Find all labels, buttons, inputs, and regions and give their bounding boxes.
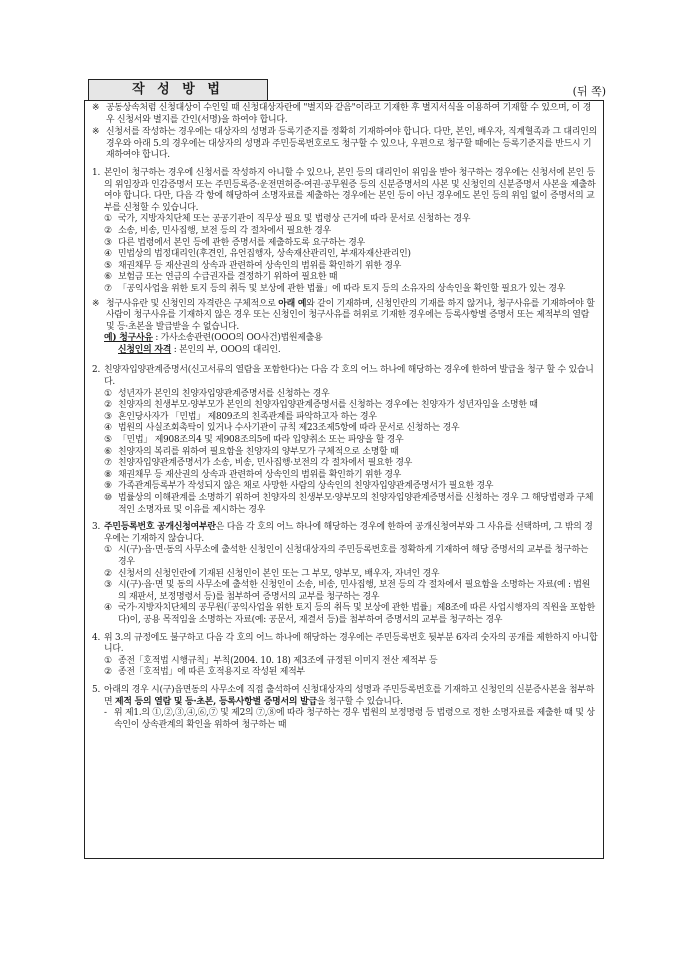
list-item	[104, 656, 598, 668]
item-mark: ⑦	[104, 283, 112, 294]
note-mark: ※	[92, 127, 100, 138]
item-text: 가족관계등록부가 작성되지 않은 채로 사망한 사람의 상속인의 친양자입양관계증명서가 필요한 경우	[118, 481, 494, 492]
page-title: 작 성 방 법	[88, 79, 268, 101]
example-text: : 본인의 부, OOO의 대리인.	[173, 344, 281, 355]
example-label: 신청인의 자격	[118, 344, 172, 355]
item-text: 「공익사업을 위한 토지 등의 취득 및 보상에 관한 법률」에 따라 토지 등의 소유자의 상속인을 확인할 필요가 있는 경우	[118, 283, 566, 294]
section-1	[92, 168, 598, 214]
note-mark: ※	[92, 298, 100, 309]
item-text: 시(구)·읍·면 및 동의 사무소에 출석한 신청인이 소송, 비송, 민사집행, 보전 등의 각 절차에서 필요함을 소명하는 자료(예 : 법원의 재판서, 보정명령서 등)를 첨부하여 증명서의 교부를 청구하는 경우	[118, 580, 591, 602]
section-number: 2.	[92, 365, 101, 376]
item-text: 법률상의 이해관계를 소명하기 위하여 친양자의 친생부모·양부모의 친양자입양관계증명서를 신청하는 경우 그 해당법령과 구체적인 소명자료 및 이유를 제시하는 경우	[118, 493, 594, 515]
item-text: 혼인당사자가 「민법」 제809조의 친족관계를 파악하고자 하는 경우	[118, 411, 377, 422]
list-item	[104, 470, 598, 482]
item-mark: ④	[104, 249, 112, 260]
item-mark: ③	[104, 580, 112, 591]
item-mark: ⑤	[104, 260, 112, 271]
item-text: 보험금 또는 연금의 수급권자를 결정하기 위하여 필요한 때	[118, 272, 338, 283]
section-5	[92, 685, 598, 708]
item-text: 시(구)·읍·면·동의 사무소에 출석한 신청인이 신청대상자의 주민등록번호를 정확하게 기재하여 해당 증명서의 교부를 청구하는 경우	[118, 545, 589, 567]
section-text	[104, 522, 598, 545]
section-text: 본인이 청구하는 경우에 신청서를 작성하지 아니할 수 있으나, 본인 등의 대리인이 위임을 받아 청구하는 경우에는 신청서에 본인 등의 위임장과 인감증명서 또는 주민등록증·운전면허증·여권·공무원증 등의 신분증명서의 사본 및 신청인의 신분증명서 사본을 제출하여야 합니다. 다만, 다음 각 항에 해당하여 소명자료를 제출하는 경우에는 본인 등이 아닌 경우에도 본인 등의 위임 없이 증명서의 교부를 신청할 수 있습니다.	[104, 167, 596, 213]
list-item	[104, 249, 598, 261]
section-text-rest: 은 다음 각 호의 어느 하나에 해당하는 경우에 한하여 공개신청여부와 그 사유를 선택하며, 그 밖의 경우에는 기재하지 않습니다.	[104, 522, 593, 544]
list-item	[104, 400, 598, 412]
item-mark: ②	[104, 400, 112, 411]
section-2	[92, 365, 598, 388]
example-applicant-qualification	[118, 345, 598, 357]
item-text: 신청서의 신청인란에 기재된 신청인이 본인 또는 그 부모, 양부모, 배우자, 자녀인 경우	[118, 568, 440, 579]
item-text: 친양자의 복리를 위하여 필요함을 친양자의 양부모가 구체적으로 소명할 때	[118, 446, 399, 457]
note-text-post: 와 같이 기재하며, 신청인란의 기재를 하지 않거나, 청구사유를 기재하여야 할 사람이 청구사유를 기재하지 않은 경우 또는 신청인이 청구사유를 허위로 기재한 경우에는 등록사항별 증명서 또는 제적부의 열람 및 등·초본을 발급받을 수 없습니다.	[106, 298, 595, 332]
item-text: 채권채무 등 재산권의 상속과 관련하여 상속인의 범위를 확인하기 위한 경우	[118, 469, 402, 480]
item-mark: ⑧	[104, 469, 112, 480]
example-request-reason	[104, 333, 598, 345]
list-item	[104, 435, 598, 447]
item-mark: ⑨	[104, 481, 112, 492]
list-item	[104, 214, 598, 226]
item-mark: ④	[104, 603, 112, 614]
section-text-pre: 아래의 경우 시(구)읍면동의 사무소에 직접 출석하여 신청대상자의 성명과 주민등록번호를 기재하고 신청인의 신분증사본을 첨부하면	[104, 684, 595, 707]
item-mark: ①	[104, 214, 112, 225]
list-item	[104, 545, 598, 568]
item-mark: ⑥	[104, 272, 112, 283]
item-mark: ③	[104, 411, 112, 422]
section-text: 친양자입양관계증명서(신고서류의 열람을 포함한다)는 다음 각 호의 어느 하나에 해당하는 경우에 한하여 발급을 청구 할 수 있습니다.	[104, 365, 594, 388]
item-text: 종전「호적법 시행규칙」부칙(2004. 10. 18) 제3조에 규정된 이미지 전산 제적부 등	[118, 655, 438, 666]
list-item	[104, 458, 598, 470]
item-text: 종전「호적법」에 따른 호적용지로 작성된 제적부	[118, 667, 305, 678]
item-text: 민법상의 법정대리인(후견인, 유언집행자, 상속재산관리인, 부재자재산관리인)	[118, 249, 411, 260]
item-text: 친양자의 친생부모·양부모가 본인의 친양자입양관계증명서를 신청하는 경우에는 친양자가 성년자임을 소명한 때	[118, 400, 538, 411]
item-mark: ⑦	[104, 458, 112, 469]
list-item	[104, 238, 598, 250]
list-item	[104, 667, 598, 679]
item-mark: ②	[104, 667, 112, 678]
list-item	[104, 493, 598, 516]
list-item	[104, 580, 598, 603]
item-text: 국가·지방자치단체의 공무원(「공익사업을 위한 토지 등의 취득 및 보상에 관한 법률」제8조에 따른 사업시행자의 직원을 포함한다)이, 공용 목적임을 소명하는 자료(예: 공문서, 재결서 등)를 첨부하여 증명서의 교부를 청구하는 경우	[118, 603, 595, 625]
note-text	[106, 299, 598, 334]
list-item	[104, 389, 598, 401]
item-text: 다른 법령에서 본인 등에 관한 증명서를 제출하도록 요구하는 경우	[118, 237, 366, 248]
item-text: 친양자입양관계증명서가 소송, 비송, 민사집행·보전의 각 절차에서 필요한 경우	[118, 458, 413, 469]
item-mark: ③	[104, 237, 112, 248]
note-text: 신청서를 작성하는 경우에는 대상자의 성명과 등록기준지를 정확히 기재하여야 합니다. 다만, 본인, 배우자, 직계혈족과 그 대리인의 경우와 아래 5.의 경우에는 대상자의 성명과 주민등록번호로도 청구할 수 있으나, 우편으로 청구할 때에는 등록기준지를 반드시 기재하여야 합니다.	[106, 127, 597, 161]
example-text: : 가사소송관련(OOO의 OO사건)법원제출용	[155, 333, 323, 344]
note-text: 공동상속처럼 신청대상이 수인일 때 신청대상자란에 "별지와 같음"이라고 기재한 후 별지서식을 이용하여 기재할 수 있으며, 이 경우 신청서와 별지를 간인(서명)을 하여야 합니다.	[106, 103, 592, 125]
list-item	[104, 284, 598, 296]
item-mark: ④	[104, 423, 112, 434]
note-item	[92, 127, 598, 162]
list-item	[104, 412, 598, 424]
list-item	[104, 272, 598, 284]
section-4	[92, 633, 598, 656]
example-label: 예) 청구사유	[104, 333, 153, 344]
note-text-pre: 청구사유란 및 신청인의 자격란은 구체적으로	[106, 298, 279, 309]
section-number: 4.	[92, 632, 101, 643]
dash-item	[104, 708, 598, 731]
item-mark: ⑤	[104, 435, 112, 446]
item-text: 채권채무 등 재산권의 상속과 관련하여 상속인의 범위를 확인하기 위한 경우	[118, 260, 402, 271]
item-mark: ①	[104, 388, 112, 399]
note-text-bold: 아래 예	[278, 298, 307, 309]
section-3	[92, 522, 598, 545]
back-side-label: (뒤 쪽)	[572, 85, 606, 98]
item-mark: ②	[104, 225, 112, 236]
list-item	[104, 423, 598, 435]
item-text: 「민법」 제908조의4 및 제908조의5에 따라 입양취소 또는 파양을 할 경우	[118, 435, 404, 446]
item-mark: ⑩	[104, 493, 112, 503]
section-number: 3.	[92, 522, 101, 533]
list-item	[104, 481, 598, 493]
section-text	[104, 685, 598, 708]
section-number: 1.	[92, 167, 101, 178]
list-item	[104, 569, 598, 581]
section-text-post: 을 청구할 수 있습니다.	[316, 696, 403, 707]
dash-text: 위 제1.의 ①,②,③,④,⑥,⑦ 및 제2의 ⑦,⑧에 따라 청구하는 경우 법원의 보정명령 등 법령으로 정한 소명자료를 제출한 때 및 상속인이 상속관계의 확인을 위하여 청구하는 때	[114, 708, 595, 730]
section-text: 위 3.의 규정에도 불구하고 다음 각 호의 어느 하나에 해당하는 경우에는 주민등록번호 뒷부분 6자리 숫자의 공개를 제한하지 아니합니다.	[104, 632, 598, 655]
item-text: 성년자가 본인의 친양자입양관계증명서를 신청하는 경우	[118, 388, 330, 399]
note-mark: ※	[92, 103, 100, 113]
list-item	[104, 261, 598, 273]
item-mark: ①	[104, 655, 112, 666]
item-mark: ①	[104, 545, 112, 556]
item-text: 법원의 사실조회촉탁이 있거나 수사기관이 규칙 제23조제5항에 따라 문서로 신청하는 경우	[118, 423, 460, 434]
section-1-note	[92, 299, 598, 334]
item-mark: ②	[104, 568, 112, 579]
list-item	[104, 603, 598, 626]
item-text: 국가, 지방자치단체 또는 공공기관이 직무상 필요 및 법령상 근거에 따라 문서로 신청하는 경우	[118, 214, 471, 225]
section-text-bold: 주민등록번호 공개신청여부란	[104, 522, 216, 533]
list-item	[104, 447, 598, 459]
note-item	[92, 103, 598, 126]
dash-mark: -	[104, 708, 107, 719]
item-mark: ⑥	[104, 446, 112, 457]
list-item	[104, 226, 598, 238]
section-number: 5.	[92, 684, 101, 695]
instructions-content	[92, 103, 598, 731]
section-text-bold: 제적 등의 열람 및 등·초본, 등록사항별 증명서의 발급	[115, 696, 317, 707]
item-text: 소송, 비송, 민사집행, 보전 등의 각 절차에서 필요한 경우	[118, 225, 332, 236]
